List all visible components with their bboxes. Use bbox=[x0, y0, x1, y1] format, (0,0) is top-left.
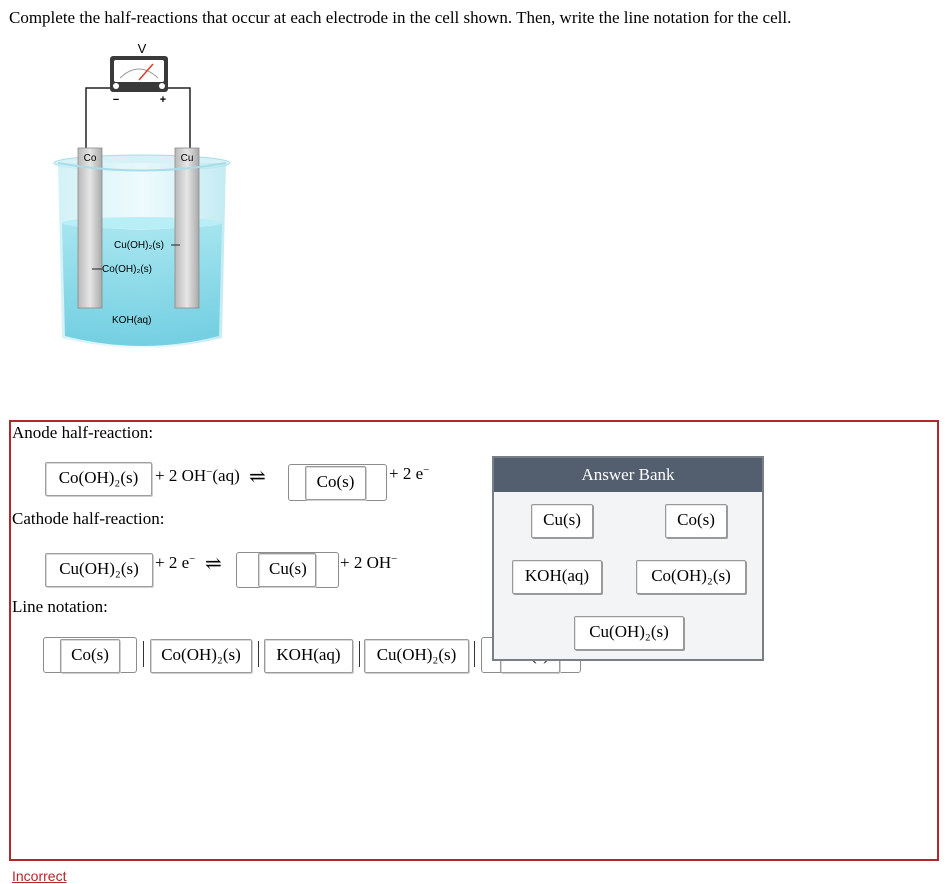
anode-mid-tail: (aq) bbox=[212, 466, 240, 485]
phase-boundary-1 bbox=[143, 641, 144, 667]
cathode-reactant-chip[interactable] bbox=[45, 553, 153, 587]
cobalt-electrode bbox=[78, 148, 102, 308]
line-chip-anode-solid[interactable] bbox=[150, 639, 252, 673]
wire-right bbox=[168, 88, 190, 148]
cathode-tail-text bbox=[340, 553, 397, 573]
bank-chip-co[interactable] bbox=[665, 504, 727, 538]
anode-mid-sup: − bbox=[206, 466, 213, 478]
answer-bank-title: Answer Bank bbox=[494, 458, 762, 492]
anode-mid-main: + 2 OH bbox=[155, 466, 207, 485]
anode-label: Anode half-reaction: bbox=[12, 423, 154, 442]
anode-tail-sup: − bbox=[423, 464, 430, 476]
wire-left bbox=[86, 88, 110, 148]
cathode-tail-sup: − bbox=[391, 553, 398, 565]
voltmeter-icon bbox=[110, 56, 168, 106]
answer-bank bbox=[492, 456, 764, 661]
solid-label-cu: Cu(OH)₂(s) bbox=[114, 240, 164, 251]
bank-chip-co-oh2-text: Co(OH)₂(s) bbox=[651, 566, 731, 585]
phase-boundary-2 bbox=[258, 641, 259, 667]
cathode-mid-sup: − bbox=[189, 553, 196, 565]
bank-chip-co-text: Co(s) bbox=[677, 510, 715, 529]
voltmeter-minus: − bbox=[112, 94, 120, 106]
question-prompt: Complete the half-reactions that occur at each electrode in the cell shown. Then, write the line notation for the cell. bbox=[9, 8, 792, 27]
cell-diagram bbox=[50, 38, 240, 368]
voltmeter-plus: + bbox=[159, 94, 167, 106]
cathode-reactant-text: Cu(OH)₂(s) bbox=[59, 559, 139, 578]
cathode-tail-main: + 2 OH bbox=[340, 553, 392, 572]
cathode-product-chip[interactable] bbox=[258, 553, 316, 587]
line-chip-anode[interactable] bbox=[60, 639, 120, 673]
phase-boundary-4 bbox=[474, 641, 475, 667]
line-chip-anode-solid-text: Co(OH)₂(s) bbox=[161, 645, 241, 664]
cathode-product-text: Cu(s) bbox=[269, 559, 307, 578]
anode-tail-text bbox=[389, 464, 429, 484]
solid-label-co: Co(OH)₂(s) bbox=[102, 264, 152, 275]
bank-chip-cu-text: Cu(s) bbox=[543, 510, 581, 529]
copper-electrode-label: Cu bbox=[180, 153, 194, 164]
solution-label: KOH(aq) bbox=[112, 315, 152, 326]
anode-reactant-chip[interactable] bbox=[45, 462, 152, 496]
anode-product-chip[interactable] bbox=[305, 466, 366, 500]
phase-boundary-3 bbox=[359, 641, 360, 667]
cobalt-electrode-label: Co bbox=[83, 153, 97, 164]
bank-chip-cu[interactable] bbox=[531, 504, 593, 538]
line-chip-anode-text: Co(s) bbox=[71, 645, 109, 664]
anode-equilibrium-arrow: ⇌ bbox=[249, 466, 266, 488]
cathode-label: Cathode half-reaction: bbox=[12, 509, 165, 528]
cell-diagram-svg bbox=[50, 38, 240, 368]
anode-mid-text bbox=[155, 466, 240, 486]
bank-chip-koh-text: KOH(aq) bbox=[524, 566, 590, 585]
cathode-equilibrium-arrow: ⇌ bbox=[205, 553, 222, 575]
line-chip-cathode-solid[interactable] bbox=[364, 639, 469, 673]
line-notation-label: Line notation: bbox=[12, 597, 108, 616]
copper-electrode bbox=[175, 148, 199, 308]
bank-chip-cu-oh2-text: Cu(OH)₂(s) bbox=[589, 622, 669, 641]
cathode-mid-main: + 2 e bbox=[155, 553, 190, 572]
anode-reactant-text: Co(OH)₂(s) bbox=[58, 468, 139, 487]
line-chip-electrolyte-text: KOH(aq) bbox=[276, 645, 341, 664]
cathode-mid-text bbox=[155, 553, 195, 573]
bank-chip-koh[interactable] bbox=[512, 560, 602, 594]
line-chip-electrolyte[interactable] bbox=[264, 639, 353, 673]
bank-chip-cu-oh2[interactable] bbox=[574, 616, 684, 650]
anode-tail-main: + 2 e bbox=[389, 464, 424, 483]
status-incorrect: Incorrect bbox=[12, 868, 67, 884]
bank-chip-co-oh2[interactable] bbox=[636, 560, 746, 594]
line-chip-cathode-solid-text: Cu(OH)₂(s) bbox=[376, 645, 457, 664]
anode-product-text: Co(s) bbox=[316, 472, 355, 491]
voltmeter-label: V bbox=[137, 41, 147, 56]
